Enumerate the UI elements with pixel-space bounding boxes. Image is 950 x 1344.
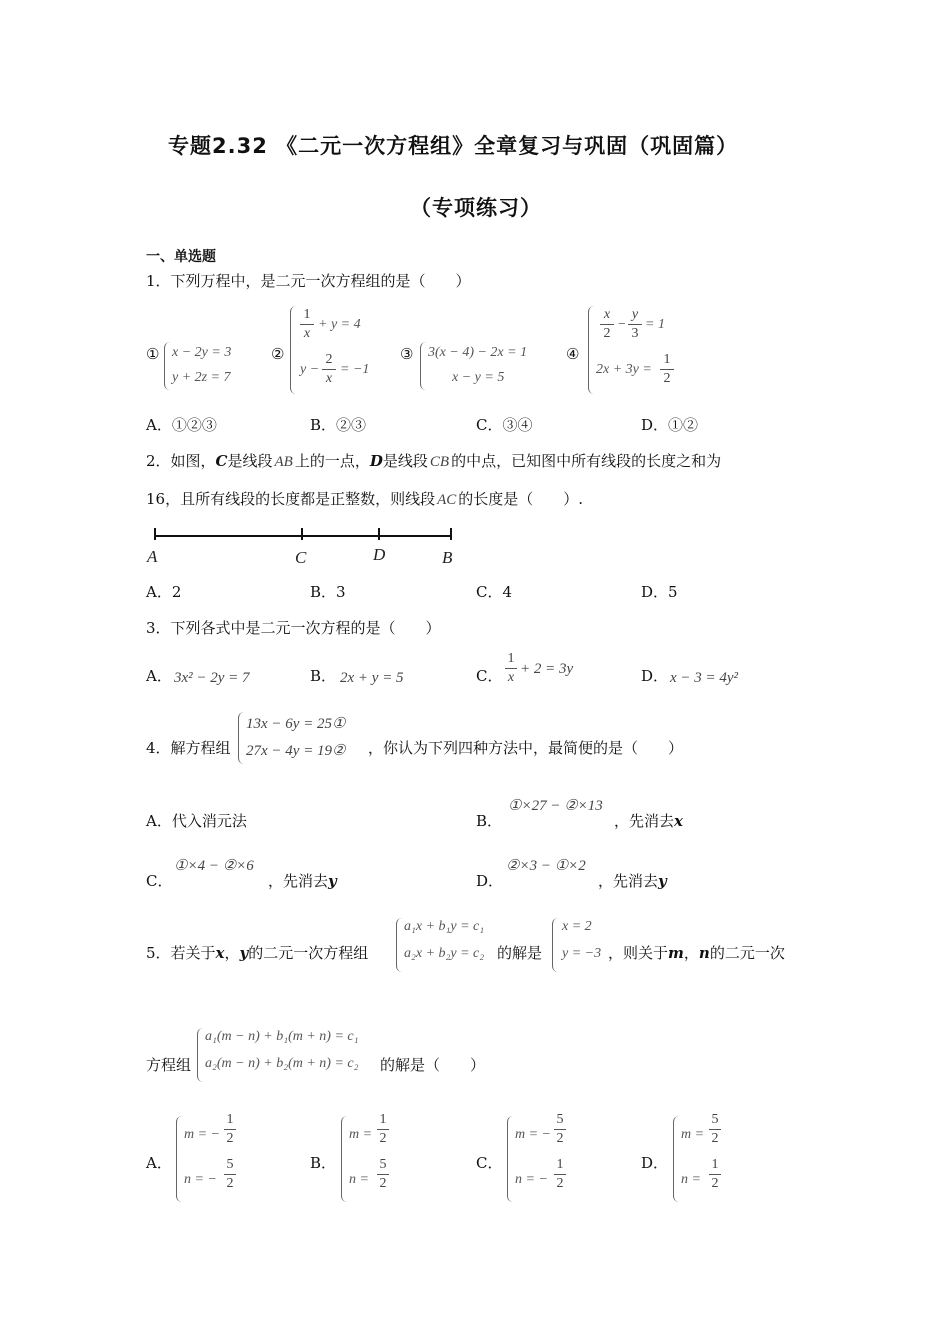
q4-option-c-text xyxy=(268,871,337,891)
numerator: 1 xyxy=(711,1157,719,1172)
q4-eq1: 13x − 6y = 25① xyxy=(246,716,346,732)
q5-line1-pre xyxy=(146,943,368,963)
fraction-bar xyxy=(300,324,314,325)
segment-cb: CB xyxy=(429,454,450,470)
q1-sys1-eq2: y + 2z = 7 xyxy=(172,370,231,385)
q5-line1-post xyxy=(608,943,785,963)
brace xyxy=(197,1028,204,1082)
text: ，先消去 xyxy=(614,812,675,830)
q1-sys3-eq2: x − y = 5 xyxy=(452,370,505,385)
q3-option-a: 3x² − 2y = 7 xyxy=(174,670,250,686)
brace xyxy=(341,1116,348,1202)
q5-option-c-label[interactable]: C． xyxy=(476,1154,503,1172)
text: 16，且所有线段的长度都是正整数，则线段 xyxy=(146,490,436,508)
n-frac xyxy=(554,1157,566,1192)
numerator: 5 xyxy=(711,1112,719,1127)
m-frac xyxy=(377,1112,389,1147)
m-pre: m = xyxy=(349,1127,373,1142)
brace xyxy=(164,342,171,390)
text: 2．如图， xyxy=(146,452,216,470)
fraction-bar xyxy=(660,369,674,370)
q1-option-d[interactable]: D．①② xyxy=(641,416,699,434)
q5-option-b-label[interactable]: B． xyxy=(310,1154,337,1172)
text: ，则关于 xyxy=(608,944,669,962)
q1-sys2-eq1-rest: + y = 4 xyxy=(318,317,361,332)
denominator: x xyxy=(507,670,515,685)
denominator: 2 xyxy=(603,326,611,341)
q1-sys1-label: ① xyxy=(146,345,160,363)
q1-sys2-eq2-pre: y − xyxy=(300,362,320,377)
fraction-bar xyxy=(628,324,642,325)
q1-sys4-minus: − xyxy=(617,317,627,332)
q4-option-b-text xyxy=(614,811,683,831)
numerator: 2 xyxy=(325,352,333,367)
q1-sys2-frac2 xyxy=(322,352,336,387)
m-frac xyxy=(224,1112,236,1147)
denominator: 3 xyxy=(631,326,639,341)
m-pre: m = − xyxy=(515,1127,552,1142)
numerator: 1 xyxy=(663,352,671,367)
n-frac xyxy=(709,1157,721,1192)
q4-eq2: 27x − 4y = 19② xyxy=(246,743,346,759)
q3-option-a-label[interactable]: A． xyxy=(146,667,172,685)
var-y: y xyxy=(239,944,249,962)
q5-option-a-label[interactable]: A． xyxy=(146,1154,172,1172)
text: 5．若关于 xyxy=(146,944,216,962)
text: 的长度是（ ）. xyxy=(458,490,584,508)
numerator: 5 xyxy=(226,1157,234,1172)
q1-sys2-label: ② xyxy=(271,345,285,363)
q5-eq1: a₁x + b₁y = c₁ xyxy=(404,919,485,934)
text: ，先消去 xyxy=(268,872,329,890)
brace xyxy=(673,1116,680,1202)
fraction-bar xyxy=(709,1174,721,1175)
numerator: 1 xyxy=(379,1112,387,1127)
q1-sys4-frac2 xyxy=(628,307,642,342)
q5-sol-text: 的解是 xyxy=(497,944,543,962)
brace xyxy=(588,306,595,394)
q1-option-a[interactable]: A．①②③ xyxy=(146,416,217,434)
q4-option-d-label[interactable]: D． xyxy=(476,872,504,890)
q1-sys4-frac3 xyxy=(660,352,674,387)
q1-sys1-eq1: x − 2y = 3 xyxy=(172,345,232,360)
page-title: 专题2.32 《二元一次方程组》全章复习与巩固（巩固篇） xyxy=(168,134,739,158)
m-frac xyxy=(554,1112,566,1147)
segment-ac: AC xyxy=(437,492,457,508)
point-c: C xyxy=(215,452,228,470)
fraction-bar xyxy=(224,1174,236,1175)
q4-option-b-math: ①×27 − ②×13 xyxy=(508,798,603,814)
text: 是线段 xyxy=(382,452,428,470)
denominator: 2 xyxy=(711,1176,719,1191)
q3-option-c-rest: + 2 = 3y xyxy=(520,661,574,677)
text: 的二元一次方程组 xyxy=(248,944,369,962)
brace xyxy=(552,918,559,972)
q3-option-d-label[interactable]: D． xyxy=(641,667,669,685)
var-y: y xyxy=(328,872,337,890)
numerator: x xyxy=(603,307,611,322)
denominator: x xyxy=(303,326,311,341)
q4-option-a[interactable]: A．代入消元法 xyxy=(146,812,247,830)
fraction-bar xyxy=(322,369,336,370)
var-x: x xyxy=(215,944,225,962)
q3-option-d: x − 3 = 4y² xyxy=(670,670,739,686)
q4-option-c-math: ①×4 − ②×6 xyxy=(174,858,254,874)
label-d: D xyxy=(373,545,386,564)
brace xyxy=(290,306,297,394)
q2-option-d[interactable]: D．5 xyxy=(641,583,678,601)
q1-sys2-eq2-rest: = −1 xyxy=(340,362,370,377)
fraction-bar xyxy=(377,1174,389,1175)
text: ，先消去 xyxy=(598,872,659,890)
q3-stem: 3．下列各式中是二元一次方程的是（ ） xyxy=(146,619,441,637)
text: ， xyxy=(683,944,699,962)
q1-sys3-eq1: 3(x − 4) − 2x = 1 xyxy=(428,345,528,360)
q4-option-d-text xyxy=(598,871,667,891)
n-pre: n = xyxy=(681,1172,701,1187)
q4-option-b-label[interactable]: B． xyxy=(476,812,503,830)
numerator: y xyxy=(631,307,639,322)
n-frac xyxy=(224,1157,236,1192)
q5-eq2: a₂x + b₂y = c₂ xyxy=(404,946,485,961)
q4-pre: 4．解方程组 xyxy=(146,739,231,757)
denominator: 2 xyxy=(711,1131,719,1146)
n-frac xyxy=(377,1157,389,1192)
denominator: 2 xyxy=(379,1131,387,1146)
q5-eq3: a₁(m − n) + b₁(m + n) = c₁ xyxy=(205,1029,359,1044)
numerator: 1 xyxy=(556,1157,564,1172)
brace xyxy=(176,1116,183,1202)
label-a: A xyxy=(147,547,158,566)
q2-option-a[interactable]: A．2 xyxy=(146,583,182,601)
fraction-bar xyxy=(709,1129,721,1130)
q1-option-c[interactable]: C．③④ xyxy=(476,416,533,434)
brace xyxy=(396,918,403,972)
text: 是线段 xyxy=(227,452,273,470)
var-y: y xyxy=(658,872,667,890)
q5-line2-pre: 方程组 xyxy=(146,1056,192,1074)
q1-sys4-eq2-pre: 2x + 3y = xyxy=(596,362,652,377)
q3-option-c-frac xyxy=(505,651,517,686)
q5-sol1: x = 2 xyxy=(562,919,592,934)
fraction-bar xyxy=(600,324,614,325)
label-c: C xyxy=(295,548,307,567)
page-subtitle: （专项练习） xyxy=(410,196,542,220)
fraction-bar xyxy=(377,1129,389,1130)
q1-sys4-label: ④ xyxy=(566,345,580,363)
q2-option-b[interactable]: B．3 xyxy=(310,583,346,601)
q1-sys2-frac1 xyxy=(300,307,314,342)
q5-sol2: y = −3 xyxy=(562,946,602,961)
denominator: 2 xyxy=(226,1131,234,1146)
denominator: 2 xyxy=(226,1176,234,1191)
text: ， xyxy=(224,944,240,962)
fraction-bar xyxy=(554,1129,566,1130)
brace xyxy=(238,712,245,764)
q3-option-b-label[interactable]: B． xyxy=(310,667,337,685)
denominator: x xyxy=(325,371,333,386)
fraction-bar xyxy=(224,1129,236,1130)
m-frac xyxy=(709,1112,721,1147)
segment-diagram xyxy=(140,520,470,570)
q3-option-b: 2x + y = 5 xyxy=(340,670,404,686)
q4-option-d-math: ②×3 − ①×2 xyxy=(506,858,586,874)
var-n: n xyxy=(698,944,710,962)
denominator: 2 xyxy=(663,371,671,386)
n-pre: n = − xyxy=(184,1172,217,1187)
q2-option-c[interactable]: C．4 xyxy=(476,583,513,601)
label-b: B xyxy=(442,548,453,567)
numerator: 5 xyxy=(556,1112,564,1127)
q2-line1 xyxy=(146,451,721,472)
q1-stem: 1．下列万程中，是二元一次方程组的是（ ） xyxy=(146,272,471,290)
text: 上的一点， xyxy=(294,452,370,470)
q1-sys4-frac1 xyxy=(600,307,614,342)
numerator: 5 xyxy=(379,1157,387,1172)
text: 的中点，已知图中所有线段的长度之和为 xyxy=(451,452,722,470)
denominator: 2 xyxy=(556,1176,564,1191)
denominator: 2 xyxy=(379,1176,387,1191)
n-pre: n = − xyxy=(515,1172,548,1187)
fraction-bar xyxy=(505,668,517,669)
q5-option-d-label[interactable]: D． xyxy=(641,1154,669,1172)
q3-option-c-label[interactable]: C． xyxy=(476,667,503,685)
q5-eq4: a₂(m − n) + b₂(m + n) = c₂ xyxy=(205,1056,359,1071)
q1-sys3-label: ③ xyxy=(400,345,414,363)
n-pre: n = xyxy=(349,1172,369,1187)
section-heading: 一、单选题 xyxy=(146,249,216,265)
denominator: 2 xyxy=(556,1131,564,1146)
numerator: 1 xyxy=(507,651,515,666)
q4-post: ，你认为下列四种方法中，最简便的是（ ） xyxy=(368,739,684,757)
m-pre: m = − xyxy=(184,1127,221,1142)
numerator: 1 xyxy=(303,307,311,322)
brace xyxy=(507,1116,514,1202)
text: 的二元一次 xyxy=(709,944,785,962)
q4-option-c-label[interactable]: C． xyxy=(146,872,173,890)
brace xyxy=(420,342,427,390)
var-x: x xyxy=(674,812,683,830)
segment-ab: AB xyxy=(274,454,293,470)
m-pre: m = xyxy=(681,1127,705,1142)
point-d: D xyxy=(369,452,383,470)
q1-option-b[interactable]: B．②③ xyxy=(310,416,367,434)
q2-line2 xyxy=(146,489,583,510)
var-m: m xyxy=(668,944,684,962)
q5-line2-post: 的解是（ ） xyxy=(380,1056,486,1074)
fraction-bar xyxy=(554,1174,566,1175)
q1-sys4-eq1-rest: = 1 xyxy=(645,317,665,332)
numerator: 1 xyxy=(226,1112,234,1127)
